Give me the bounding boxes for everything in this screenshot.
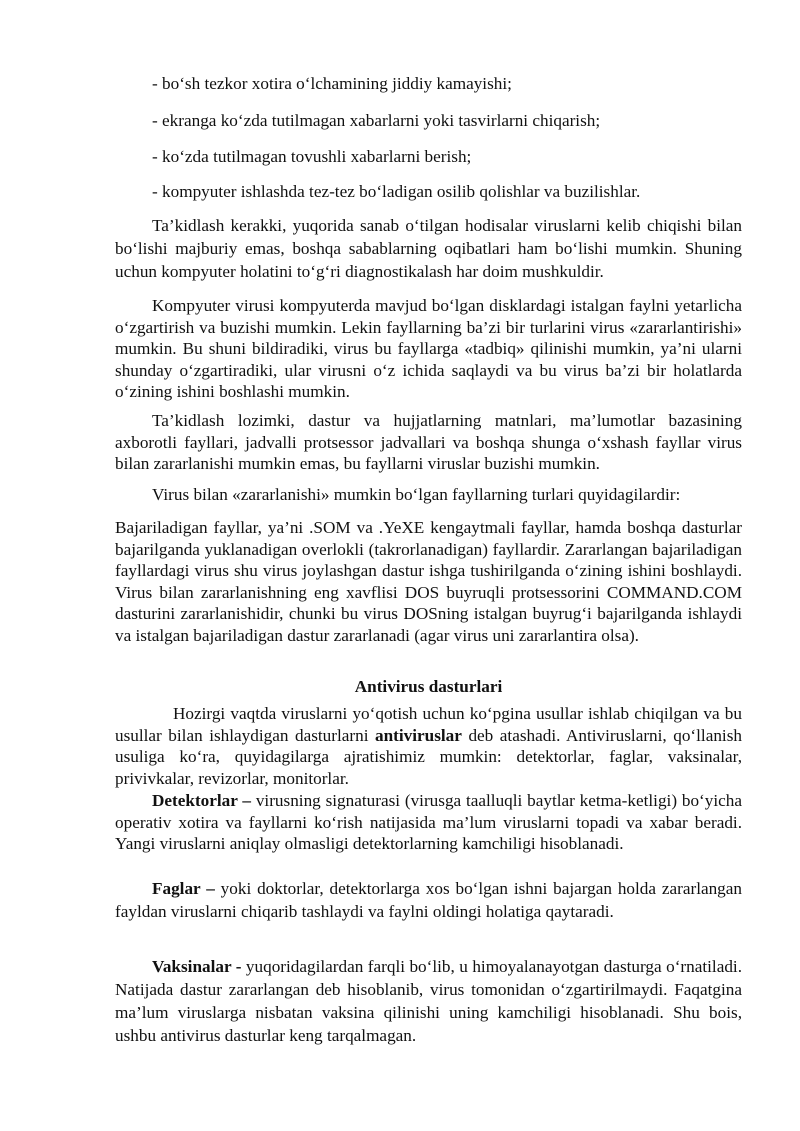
definition-faglar: Faglar – yoki doktorlar, detektorlarga xos bo‘lgan ishni bajargan holda zararlangan fayldan viruslarni chiqarib tashlaydi va faylni oldingi holatiga qaytaradi. bbox=[115, 879, 743, 921]
list-item: - ekranga ko‘zda tutilmagan xabarlarni yoki tasvirlarni chiqarish; bbox=[152, 111, 601, 130]
paragraph: Bajariladigan fayllar, ya’ni .SOM va .YeXE kengaytmali fayllar, hamda boshqa dasturlar bajarilganda yuklanadigan overlokli (takrorlanadigan) fayllardir. Zararlangan bajariladigan fayllardagi virus shu virus joylashgan dastur ishga tushirilganda o‘zining ishini boshlaydi. Virus bilan zararlanishning eng xavflisi DOS buyruqli protsessorini COMMAND.COM dasturini zararlanishidir, chunki bu virus DOSning istalgan buyrug‘i bajarilganda ishlaydi va istalgan bajariladigan dastur zararlanadi (agar virus uni zararlantira olsa). bbox=[115, 518, 742, 645]
list-item: - kompyuter ishlashda tez-tez bo‘ladigan osilib qolishlar va buzilishlar. bbox=[152, 182, 641, 201]
paragraph: Ta’kidlash kerakki, yuqorida sanab o‘tilgan hodisalar viruslarni kelib chiqishi bilan bo‘lishi majburiy emas, boshqa sabablarning oqibatlari ham bo‘lishi mumkin. Shuning uchun kompyuter holatini to‘g‘ri diagnostikalash har doim mushkuldir. bbox=[115, 216, 742, 281]
paragraph: Ta’kidlash lozimki, dastur va hujjatlarning matnlari, ma’lumotlar bazasining axborotli fayllari, jadvalli protsessor jadvallari va boshqa shunga o‘xshash fayllar virus bilan zararlanishi mumkin emas, bu fayllarni viruslar buzishi mumkin. bbox=[115, 411, 742, 474]
paragraph: Virus bilan «zararlanishi» mumkin bo‘lgan fayllarning turlari quyidagilardir: bbox=[152, 485, 681, 504]
list-item: - bo‘sh tezkor xotira o‘lchamining jiddiy kamayishi; bbox=[152, 74, 512, 93]
term-label: Faglar – bbox=[152, 879, 215, 898]
list-item: - ko‘zda tutilmagan tovushli xabarlarni berish; bbox=[152, 147, 472, 166]
section-heading: Antivirus dasturlari bbox=[354, 677, 503, 696]
bold-term: antiviruslar bbox=[375, 725, 462, 745]
definition-vaksinalar: Vaksinalar - yuqoridagilardan farqli bo‘lib, u himoyalanayotgan dasturga o‘rnatiladi. Natijada dastur zararlangan deb hisoblanib, virus tomonidan o‘zgartirilmaydi. Faqatgina ma’lum viruslarga nisbatan vaksina qilinishi uning kamchiligi hisoblanadi. Shu bois, ushbu antivirus dasturlar keng tarqalmagan. bbox=[115, 957, 742, 1045]
term-label: Detektorlar – bbox=[152, 791, 251, 810]
term-label: Vaksinalar - bbox=[152, 957, 242, 976]
paragraph: Hozirgi vaqtda viruslarni yo‘qotish uchun ko‘pgina usullar ishlab chiqilgan va bu usullar bilan ishlaydigan dasturlarni antiviruslar deb atashadi. Antiviruslarni, qo‘llanish usuliga ko‘ra, quyidagilarga ajratishimiz mumkin: detektorlar, faglar, vaksinalar, privivkalar, revizorlar, monitorlar. bbox=[115, 704, 742, 788]
paragraph: Kompyuter virusi kompyuterda mavjud bo‘lgan disklardagi istalgan faylni yetarlicha o‘zgartirish va buzishi mumkin. Lekin fayllarning ba’zi bir turlarini virus «zararlantirishi» mumkin. Bu shuni bildiradiki, virus bu fayllarga «tadbiq» qilinishi mumkin, ya’ni ularni shunday o‘zgartiradiki, ular virusni o‘z ichida saqlaydi va bu virus ba’zi bir holatlarda o‘zining ishini boshlashi mumkin. bbox=[115, 296, 742, 402]
definition-detektorlar: Detektorlar – virusning signaturasi (virusga taalluqli baytlar ketma-ketligi) bo‘yicha operativ xotira va fayllarni ko‘rish natijasida ma’lum viruslarni topadi va xabar beradi. Yangi viruslarni aniqlay olmasligi detektorlarning kamchiligi hisoblanadi. bbox=[115, 791, 742, 854]
